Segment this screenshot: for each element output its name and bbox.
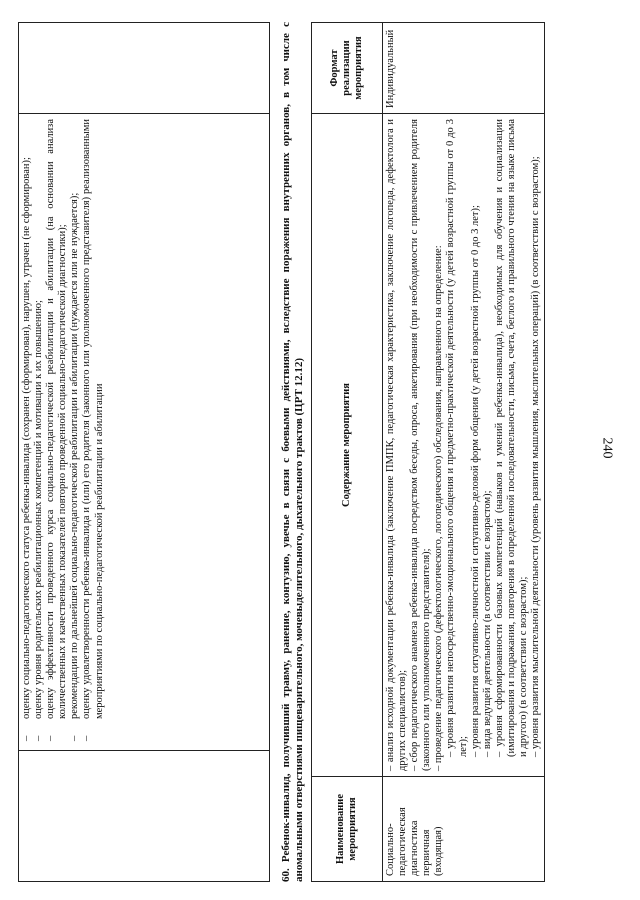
content-line: – уровня развития ситуативно-личностной и ситуативно-деловой форм общения (у детей возрастной группы от 0 до 3 лет); [469, 205, 481, 757]
header-content: Содержание мероприятия [312, 114, 383, 777]
measure-format-cell: Индивидуальный [383, 23, 545, 114]
content-line: – вида ведущей деятельности (в соответствии с возрастом); [481, 490, 493, 757]
content-line: – уровня развития непосредственно-эмоционального общения и предметно-практической деятельности (у детей возрастной группы от 0 до 3 лет); [445, 119, 469, 757]
empty-format-cell [19, 23, 270, 114]
table-header-row [312, 23, 383, 882]
content-line: – уровня развития мыслительной деятельности (уровень развития мышления, мыслительных операций) (в соответствии с возрастом); [530, 156, 542, 757]
content-line: – сбор педагогического анамнеза ребенка-инвалида посредством беседы, опроса, анкетирования (при необходимости с привлечением родителя (законного или уполномоченного представителя); [409, 119, 433, 771]
list-item: – оценку уровня родительских реабилитационных компетенций и мотивации к их повышению; [33, 119, 45, 745]
table-row [383, 23, 545, 882]
content-cell [19, 114, 270, 751]
content-line: – анализ исходной документации ребенка-инвалида (заключение ПМПК, педагогическая характеристика, заключение логопеда, дефектолога и других специалистов); [385, 119, 409, 771]
rotated-page-content [18, 22, 618, 882]
header-name: Наименование мероприятия [312, 777, 383, 882]
measures-table [311, 22, 545, 882]
previous-table-continuation [18, 22, 270, 882]
list-item: – оценку удовлетворенности ребенка-инвалида и (или) его родителя (законного или уполномоченного представителя) реализованными мероприятиями по социально-педагогической реабилитации и абилитации [81, 119, 105, 745]
measure-content-cell [383, 114, 545, 777]
table-row [19, 23, 270, 882]
section-heading: 60. Ребенок-инвалид, получивший травму, ранение, контузию, увечье в связи с боевыми действиями, вследствие поражения внутренних органов, в том числе с аномальными отверстиями пищеварительного, мочевыделительного, дыхательного трактов (ЦРТ 12.12) [280, 22, 305, 882]
page-number: 240 [599, 437, 615, 459]
content-line: – уровня сформированности базовых компетенций (навыков и умений ребенка-инвалида), необходимых для обучения и социализации (имитирования и подражания, повторения в определенной последовательности, письма, счета, беглого и правильного чтения на языке письма и другого) (в соответствии с возрастом); [493, 119, 530, 757]
list-item: – оценку социально-педагогического статуса ребенка-инвалида (сохранен (сформирован), нарушен, утрачен (не сформирован); [21, 119, 33, 745]
empty-name-cell [19, 751, 270, 882]
list-item: – оценку эффективности проведенного курса социально-педагогической реабилитации и абилитации (на основании анализа количественных и качественных показателей повторно проведенной социально-педагогической диагностики); [45, 119, 69, 745]
list-item: – рекомендации по дальнейшей социально-педагогической реабилитации и абилитации (нуждается или не нуждается); [69, 119, 81, 745]
header-format: Формат реализации мероприятия [312, 23, 383, 114]
measure-name-cell: Социально-педагогическая диагностика первичная (входящая) [383, 777, 545, 882]
assessment-list [21, 119, 106, 745]
content-line: – проведение педагогического (дефектологического, логопедического) обследования, направленного на определение: [433, 245, 445, 771]
